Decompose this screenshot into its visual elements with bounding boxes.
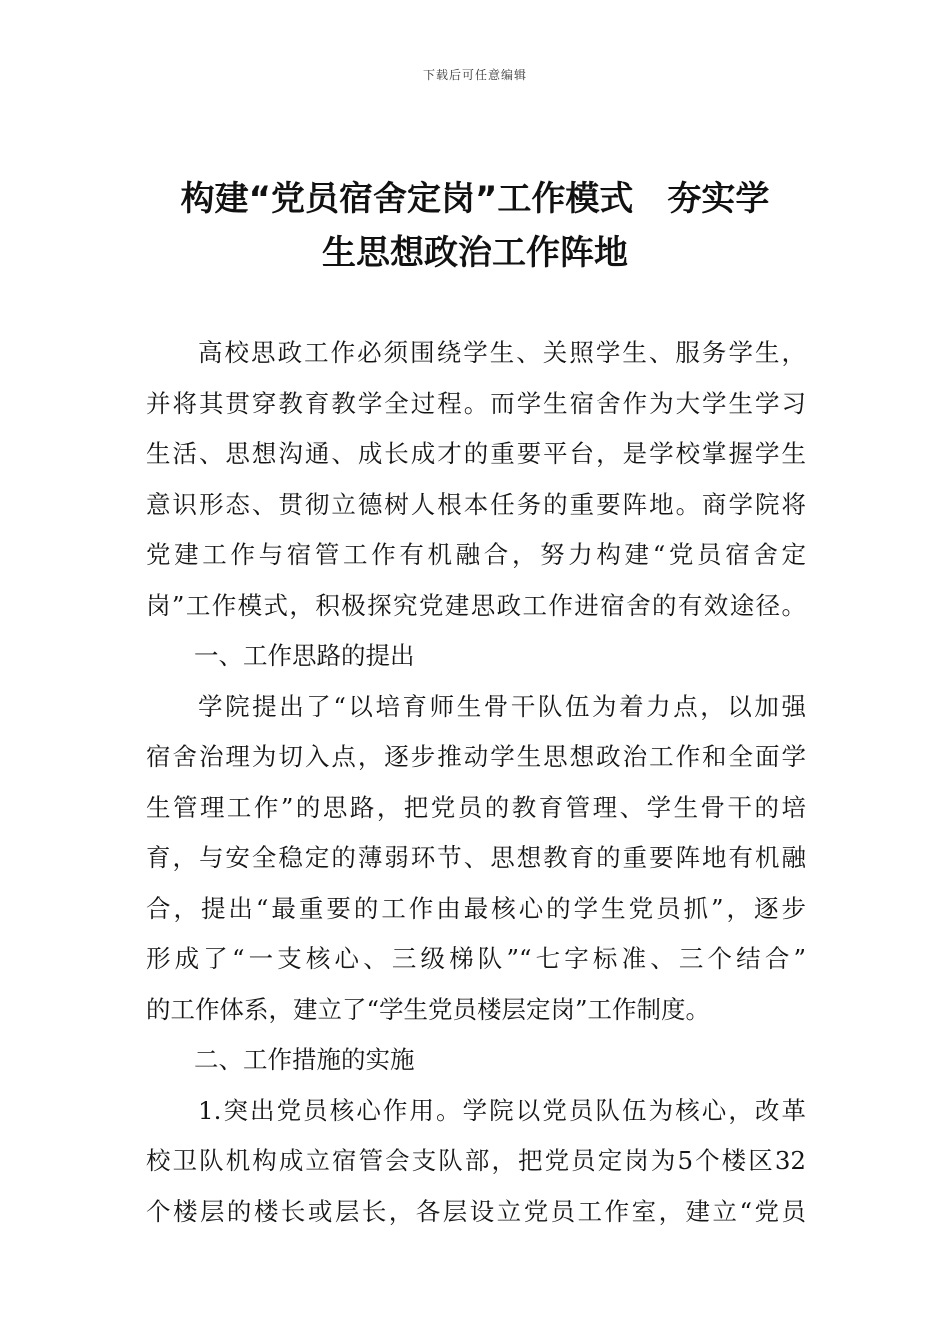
document-title (0, 172, 950, 280)
section-heading-1: 一、工作思路的提出 (194, 641, 415, 670)
body-line: 意识形态、贯彻立德树人根本任务的重要阵地。商学院将 (146, 489, 806, 519)
body-line: 并将其贯穿教育教学全过程。而学生宿舍作为大学生学习 (146, 388, 806, 418)
title-line-2: 生思想政治工作阵地 (322, 233, 628, 273)
body-line: 育，与安全稳定的薄弱环节、思想教育的重要阵地有机融 (146, 843, 806, 872)
body-line: 党建工作与宿管工作有机融合，努力构建“党员宿舍定 (146, 540, 806, 569)
body-line: 的工作体系，建立了“学生党员楼层定岗”工作制度。 (146, 994, 711, 1024)
section-heading-2: 二、工作措施的实施 (194, 1045, 415, 1074)
body-line: 岗”工作模式，积极探究党建思政工作进宿舍的有效途径。 (146, 590, 806, 620)
body-line: 生管理工作”的思路，把党员的教育管理、学生骨干的培 (146, 792, 806, 822)
body-line: 形成了“一支核心、三级梯队”“七字标准、三个结合” (146, 944, 806, 973)
header-note: 下载后可任意编辑 (422, 68, 527, 82)
body-line: 高校思政工作必须围绕学生、关照学生、服务学生， (198, 338, 806, 367)
body-line: 宿舍治理为切入点，逐步推动学生思想政治工作和全面学 (146, 742, 806, 771)
title-line-1: 构建“党员宿舍定岗”工作模式 夯实学 (180, 179, 770, 219)
document-body (146, 328, 806, 1237)
body-line: 学院提出了“以培育师生骨干队伍为着力点，以加强 (198, 691, 806, 721)
body-line: 1.突出党员核心作用。学院以党员队伍为核心，改革 (198, 1095, 806, 1125)
body-line: 生活、思想沟通、成长成才的重要平台，是学校掌握学生 (146, 439, 806, 468)
body-line: 个楼层的楼长或层长，各层设立党员工作室，建立“党员 (146, 1196, 806, 1226)
body-line: 校卫队机构成立宿管会支队部，把党员定岗为5个楼区32 (146, 1146, 806, 1175)
body-line: 合，提出“最重要的工作由最核心的学生党员抓”，逐步 (146, 893, 806, 923)
